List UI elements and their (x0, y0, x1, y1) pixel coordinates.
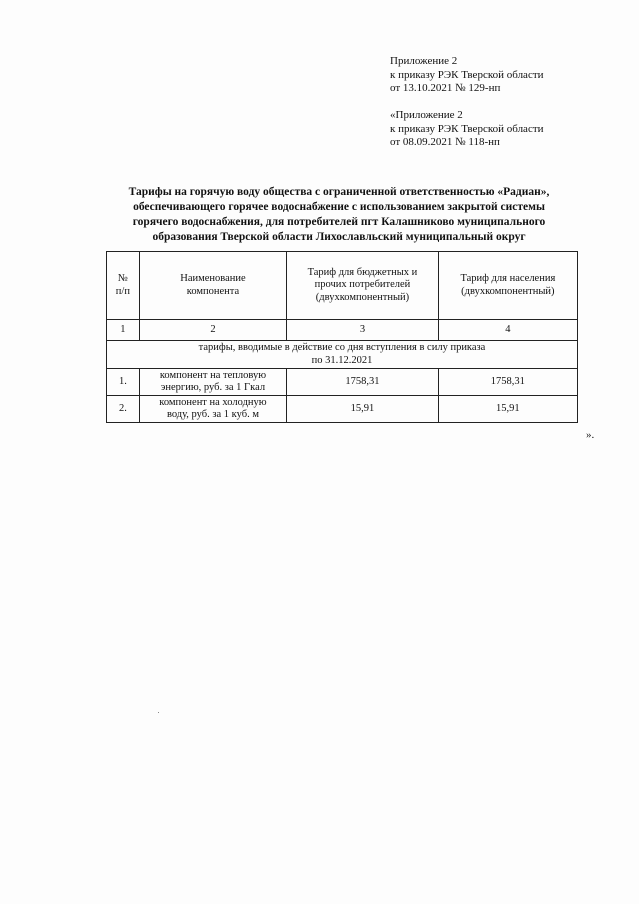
document-title (100, 185, 578, 245)
closing-quote-mark: ». (586, 429, 595, 441)
column-number-row (107, 320, 578, 341)
header-text: Наименование (180, 273, 246, 284)
annex-header-current (390, 55, 544, 96)
period-cell (107, 341, 578, 369)
period-row (107, 341, 578, 369)
column-number: 4 (438, 320, 577, 341)
column-number: 1 (107, 320, 140, 341)
row-number: 2. (107, 396, 140, 423)
annex-line: от 13.10.2021 № 129-нп (390, 82, 501, 94)
header-budget-tariff (287, 252, 439, 320)
period-text: тарифы, вводимые в действие со дня вступления в силу приказа (198, 342, 486, 353)
header-text: п/п (115, 285, 130, 297)
header-text: (двухкомпонентный) (315, 291, 410, 303)
budget-tariff-value: 15,91 (287, 396, 439, 423)
header-text: компонента (186, 285, 240, 297)
header-text: Тариф для населения (460, 273, 556, 284)
scan-speck (158, 712, 159, 713)
annex-line: Приложение 2 (390, 55, 458, 67)
table-row (107, 369, 578, 396)
header-no (107, 252, 140, 320)
header-text: (двухкомпонентный) (461, 285, 555, 297)
period-text: по 31.12.2021 (311, 354, 373, 366)
component-name-line: воду, руб. за 1 куб. м (166, 409, 259, 420)
table-header-row (107, 252, 578, 320)
population-tariff-value: 15,91 (438, 396, 577, 423)
title-line: образования Тверской области Лихославльский муниципальный округ (152, 231, 526, 243)
population-tariff-value: 1758,31 (438, 369, 577, 396)
title-line: горячего водоснабжения, для потребителей пгт Калашниково муниципального (132, 216, 546, 228)
component-name (139, 396, 286, 423)
tariff-table (106, 251, 578, 423)
header-name (139, 252, 286, 320)
component-name-line: компонент на тепловую (159, 369, 267, 381)
annex-header-previous (390, 109, 544, 150)
component-name (139, 369, 286, 396)
header-text: № (117, 273, 128, 284)
row-number: 1. (107, 369, 140, 396)
header-population-tariff (438, 252, 577, 320)
column-number: 2 (139, 320, 286, 341)
header-text: Тариф для бюджетных и (307, 266, 418, 278)
annex-line: «Приложение 2 (390, 109, 463, 121)
component-name-line: энергию, руб. за 1 Гкал (160, 382, 266, 393)
column-number: 3 (287, 320, 439, 341)
title-line: Тарифы на горячую воду общества с ограниченной ответственностью «Радиан», (128, 186, 550, 198)
annex-line: к приказу РЭК Тверской области (390, 68, 544, 81)
annex-line: к приказу РЭК Тверской области (390, 122, 544, 135)
budget-tariff-value: 1758,31 (287, 369, 439, 396)
component-name-line: компонент на холодную (159, 396, 267, 408)
annex-line: от 08.09.2021 № 118-нп (390, 136, 500, 148)
table-row (107, 396, 578, 423)
header-text: прочих потребителей (314, 279, 411, 291)
title-line: обеспечивающего горячее водоснабжение с использованием закрытой системы (133, 201, 545, 213)
